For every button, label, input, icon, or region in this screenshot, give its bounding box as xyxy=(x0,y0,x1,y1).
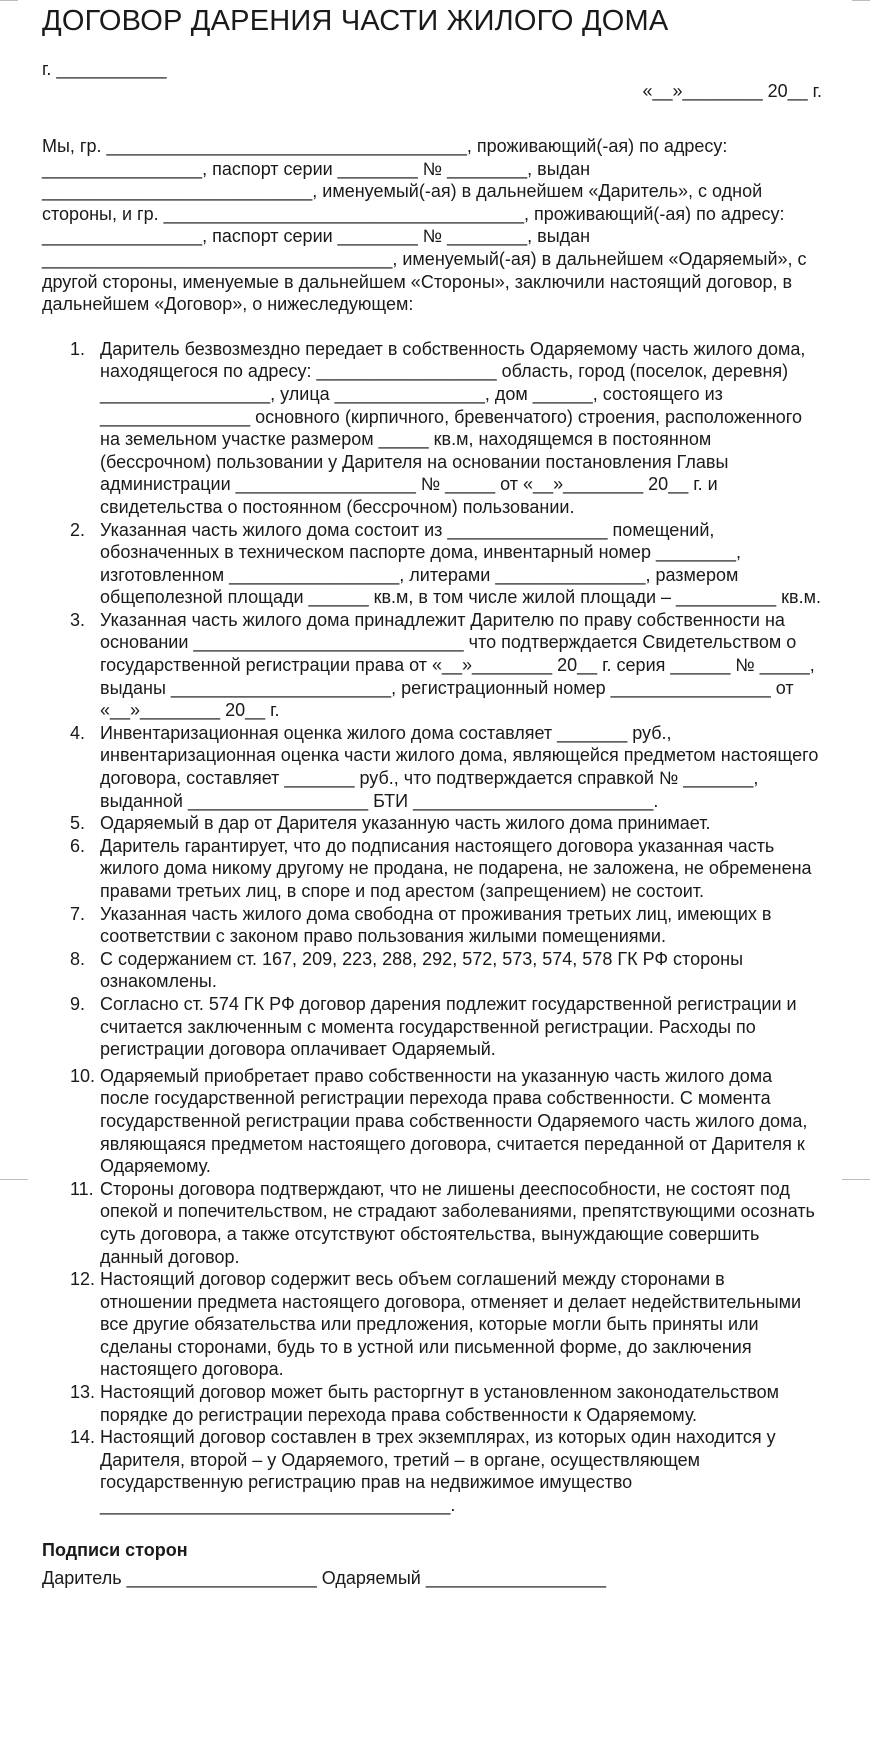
list-item-text: Согласно ст. 574 ГК РФ договор дарения подлежит государственной регистрации и считается заключенным с момента государственной регистрации. Расходы по регистрации договора оплачивает Одаряемый. xyxy=(100,993,797,1060)
list-item xyxy=(42,1178,822,1268)
list-item-text: Указанная часть жилого дома свободна от проживания третьих лиц, имеющих в соответствии с законом право пользования жилыми помещениями. xyxy=(100,903,772,947)
list-item xyxy=(42,903,822,948)
page-break-mark-left xyxy=(0,1179,28,1180)
list-item-number: 9. xyxy=(70,993,86,1014)
list-item xyxy=(42,1268,822,1381)
intro-paragraph: Мы, гр. ____________________________________, проживающий(-ая) по адресу: ________________, паспорт серии ________ № ________, выдан ___________________________, именуемый(-ая) в дальнейшем «Даритель», с одной стороны, и гр. ____________________________________, проживающий(-ая) по адресу: ________________, паспорт серии ________ № ________, выдан ___________________________________, именуемый(-ая) в дальнейшем «Одаряемый», с другой стороны, именуемые в дальнейшем «Стороны», заключили настоящий договор, в дальнейшем «Договор», о нижеследующем: xyxy=(42,136,807,315)
list-item-text: Указанная часть жилого дома состоит из ________________ помещений, обозначенных в техническом паспорте дома, инвентарный номер ________, изготовленном _________________, литерами _______________, размером общеполезной площади ______ кв.м, в том числе жилой площади – __________ кв.м. xyxy=(100,519,821,608)
list-item-number: 13. xyxy=(70,1382,96,1403)
list-item-text: Инвентаризационная оценка жилого дома составляет _______ руб., инвентаризационная оценка части жилого дома, являющейся предметом настоящего договора, составляет _______ руб., что подтверждается справкой № _______, выданной __________________ БТИ ________________________. xyxy=(100,722,819,811)
list-item xyxy=(42,835,822,903)
list-item xyxy=(42,519,822,609)
list-item xyxy=(42,338,822,519)
list-item xyxy=(42,1065,822,1178)
page-break-mark-right xyxy=(842,1179,870,1180)
list-item-number: 7. xyxy=(70,903,86,924)
list-item xyxy=(42,948,822,993)
document-page xyxy=(42,0,822,1589)
list-item xyxy=(42,812,822,835)
list-item-number: 2. xyxy=(70,519,86,540)
list-item-number: 5. xyxy=(70,813,86,834)
list-item-text: Настоящий договор составлен в трех экземплярах, из которых один находится у Дарителя, второй – у Одаряемого, третий – в органе, осуществляющем государственную регистрацию прав на недвижимое имущество ___________________________________. xyxy=(100,1427,776,1516)
list-item-number: 3. xyxy=(70,609,86,630)
list-item-text: Даритель безвозмездно передает в собственность Одаряемому часть жилого дома, находящегося по адресу: __________________ область, город (поселок, деревня) _________________, улица _______________, дом ______, состоящего из _______________ основного (кирпичного, бревенчатого) строения, расположенного на земельном участке размером _____ кв.м, находящемся в постоянном (бессрочном) пользовании у Дарителя на основании постановления Главы администрации __________________ № _____ от «__»________ 20__ г. и свидетельства о постоянном (бессрочном) пользовании. xyxy=(100,338,806,517)
terms-list xyxy=(42,338,822,1517)
list-item-text: Стороны договора подтверждают, что не лишены дееспособности, не состоят под опекой и попечительством, не страдают заболеваниями, препятствующими осознать суть договора, а также отсутствуют обстоятельства, вынуждающие совершить данный договор. xyxy=(100,1178,815,1267)
page-corner-mark-top-right xyxy=(852,0,870,1)
document-title: ДОГОВОР ДАРЕНИЯ ЧАСТИ ЖИЛОГО ДОМА xyxy=(42,5,669,37)
city-field: г. ___________ xyxy=(42,59,167,79)
list-item-number: 14. xyxy=(70,1427,96,1448)
list-item-number: 4. xyxy=(70,722,86,743)
list-item xyxy=(42,993,822,1061)
list-item-text: С содержанием ст. 167, 209, 223, 288, 292, 572, 573, 574, 578 ГК РФ стороны ознакомлены. xyxy=(100,948,744,992)
list-item xyxy=(42,1381,822,1426)
list-item-number: 12. xyxy=(70,1269,96,1290)
list-item xyxy=(42,609,822,722)
list-item-text: Одаряемый в дар от Дарителя указанную часть жилого дома принимает. xyxy=(100,813,711,834)
list-item-number: 10. xyxy=(70,1065,96,1086)
signatures-title: Подписи сторон xyxy=(42,1539,188,1560)
list-item-text: Настоящий договор может быть расторгнут в установленном законодательством порядке до регистрации перехода права собственности к Одаряемому. xyxy=(100,1382,780,1425)
list-item-number: 1. xyxy=(70,338,86,359)
list-item-text: Одаряемый приобретает право собственности на указанную часть жилого дома после государственной регистрации перехода права собственности. С момента государственной регистрации права собственности Одаряемого часть жилого дома, являющаяся предметом настоящего договора, считается переданной от Дарителя к Одаряемому. xyxy=(100,1065,808,1177)
list-item-text: Настоящий договор содержит весь объем соглашений между сторонами в отношении предмета настоящего договора, отменяет и делает недействительными все другие обязательства или предложения, которые могли быть приняты или сделаны сторонами, будь то в устной или письменной форме, до заключения настоящего договора. xyxy=(100,1269,802,1380)
date-field: «__»________ 20__ г. xyxy=(642,81,822,101)
list-item-text: Даритель гарантирует, что до подписания настоящего договора указанная часть жилого дома никому другому не продана, не подарена, не заложена, не обременена правами третьих лиц, в споре и под арестом (запрещением) не состоит. xyxy=(100,835,812,901)
list-item-number: 6. xyxy=(70,835,86,856)
list-item-number: 11. xyxy=(70,1178,94,1199)
list-item-number: 8. xyxy=(70,948,86,969)
page-corner-mark-top-left xyxy=(0,0,18,1)
list-item-text: Указанная часть жилого дома принадлежит Дарителю по праву собственности на основании ___________________________ что подтверждается Свидетельством о государственной регистрации права от «__»________ 20__ г. серия ______ № _____, выданы ______________________, регистрационный номер ________________ от «__»________ 20__ г. xyxy=(100,609,815,721)
list-item xyxy=(42,1426,822,1516)
signatures-line: Даритель ___________________ Одаряемый __________________ xyxy=(42,1567,607,1588)
list-item xyxy=(42,722,822,812)
